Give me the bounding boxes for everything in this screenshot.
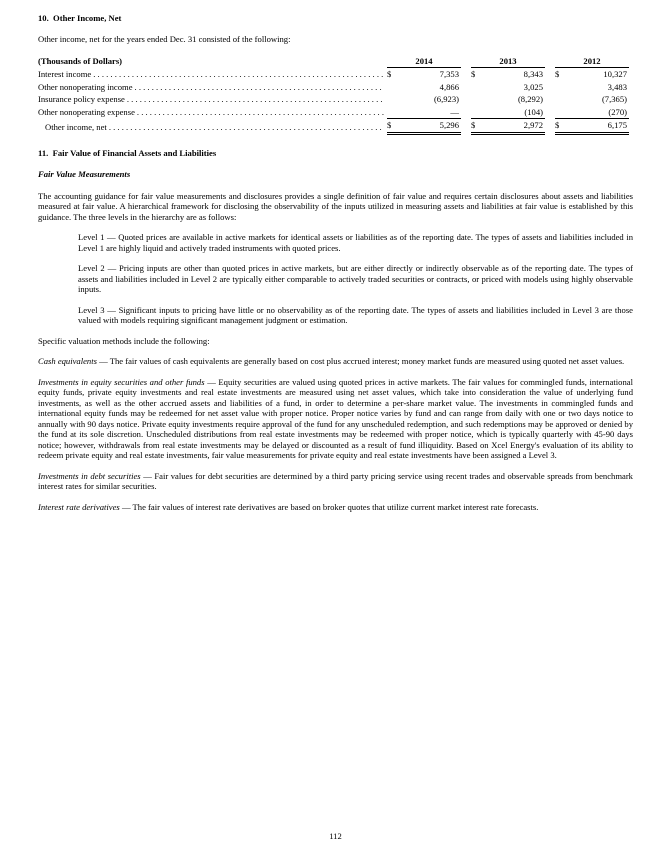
column-gap <box>545 93 555 105</box>
dollar-sign-empty <box>471 93 485 105</box>
interest-rate-derivatives-paragraph <box>38 502 633 512</box>
cell-value: (7,365) <box>601 94 627 105</box>
cell-value: 3,483 <box>607 81 627 92</box>
dollar-sign: $ <box>555 69 560 80</box>
table-row <box>38 81 629 93</box>
cell-value: 3,025 <box>523 81 543 92</box>
table-row <box>38 106 629 119</box>
column-gap <box>461 119 471 133</box>
dollar-sign: $ <box>471 69 476 80</box>
other-income-table <box>38 55 629 135</box>
table-row <box>38 68 629 81</box>
row-label: Insurance policy expense <box>38 94 125 105</box>
column-gap <box>461 55 471 68</box>
column-gap <box>461 93 471 105</box>
column-gap <box>545 81 555 93</box>
dot-leader <box>93 69 384 79</box>
dollar-sign: $ <box>555 119 569 133</box>
cash-equivalents-text: — The fair values of cash equivalents are generally based on cost plus accrued interest; money market funds are measured using quoted net asset values. <box>99 356 625 367</box>
equity-securities-lead: Investments in equity securities and other funds <box>38 376 205 387</box>
page-number: 112 <box>329 830 342 841</box>
section-11-heading: 11. Fair Value of Financial Assets and Liabilities <box>38 147 217 158</box>
fair-value-measurements-subheading: Fair Value Measurements <box>38 169 131 180</box>
dollar-sign: $ <box>387 69 392 80</box>
cash-equivalents-paragraph <box>38 356 633 366</box>
cell-value: 10,327 <box>603 69 627 80</box>
interest-rate-derivatives-text: — The fair values of interest rate derivatives are based on broker quotes that utilize current market interest rate forecasts. <box>121 501 539 512</box>
level-2-paragraph: Level 2 — Pricing inputs are other than quoted prices in active markets, but are either directly or indirectly observable as of the reporting date. The types of assets and liabilities included in Level 2 are typically either comparable to actively traded securities or contracts, or priced with models using highly observable inputs. <box>78 263 633 295</box>
cell-value: 4,866 <box>439 81 459 92</box>
level-1-paragraph: Level 1 — Quoted prices are available in active markets for identical assets or liabilities as of the reporting date. The types of assets and liabilities included in Level 1 are highly liquid and actively traded instruments with quoted prices. <box>78 232 633 253</box>
dot-leader <box>127 94 384 104</box>
cash-equivalents-lead: Cash equivalents <box>38 356 97 367</box>
dollar-sign-empty <box>471 81 485 93</box>
column-gap <box>545 119 555 133</box>
column-gap <box>461 68 471 81</box>
dollar-sign-empty <box>555 81 569 93</box>
section-10-intro: Other income, net for the years ended Dec. 31 consisted of the following: <box>38 34 291 45</box>
total-value: 5,296 <box>401 119 461 133</box>
year-header-2014: 2014 <box>387 55 461 68</box>
debt-securities-text: — Fair values for debt securities are determined by a third party pricing service using recent trades and observable spreads from benchmark interest rates for similar securities. <box>38 470 633 492</box>
dollar-sign-empty <box>387 81 401 93</box>
row-label: Other nonoperating income <box>38 81 133 92</box>
cell-value: — <box>401 106 461 119</box>
fair-value-intro-paragraph: The accounting guidance for fair value measurements and disclosures provides a single definition of fair value and requires certain disclosures about assets and liabilities measured at fair value. A hierarchical framework for disclosing the observability of the inputs utilized in measuring assets and liabilities at fair value is established by this guidance. The three levels in the hierarchy are as follows: <box>38 190 633 222</box>
dollar-sign-empty <box>387 93 401 105</box>
year-header-2012: 2012 <box>555 55 629 68</box>
cell-value: 8,343 <box>523 69 543 80</box>
section-10-heading: 10. Other Income, Net <box>38 13 122 23</box>
dollar-sign: $ <box>387 119 401 133</box>
cell-value: 7,353 <box>439 69 459 80</box>
total-value: 2,972 <box>485 119 545 133</box>
dot-leader <box>137 107 384 117</box>
dollar-sign-empty <box>471 106 485 119</box>
dot-leader <box>135 82 384 92</box>
interest-rate-derivatives-lead: Interest rate derivatives <box>38 501 120 512</box>
cell-value: (104) <box>485 106 545 119</box>
level-3-paragraph: Level 3 — Significant inputs to pricing have little or no observability as of the reporting date. The types of assets and liabilities included in Level 3 are those valued with models requiring significant management judgment or estimation. <box>78 304 633 326</box>
cell-value: (6,923) <box>433 94 459 105</box>
column-gap <box>461 81 471 93</box>
table-total-row <box>38 119 629 133</box>
equity-securities-text: — Equity securities are valued using quoted prices in active markets. The fair values for commingled funds, international equity funds, private equity investments and real estate investments are measured using net asset values, which take into consideration the value of underlying fund investments, as well as the other accrued assets and liabilities of a fund, in order to determine a per-share market value. The investments in commingled funds and international equity funds may be redeemed for net asset value with proper notice. Proper notice varies by fund and can range from daily with one or two days notice to annually with 90 days notice. Private equity investments require approval of the fund for any unscheduled redemption, and such redemptions may be approved or denied by the fund at its sole discretion. Unscheduled distributions from real estate investments may be redeemed with proper notice, which is typically quarterly with 45-90 days notice; however, withdrawals from real estate investments may be delayed or discounted as a result of fund illiquidity. Based on Xcel Energy's evaluation of its ability to redeem private equity and real estate investments, fair value measurements for private equity and real estate investments have been assigned a Level 3. <box>38 376 633 461</box>
table-label-header: (Thousands of Dollars) <box>38 56 123 67</box>
row-label: Interest income <box>38 69 92 80</box>
dollar-sign: $ <box>471 119 485 133</box>
column-gap <box>545 106 555 119</box>
equity-securities-paragraph <box>38 377 633 461</box>
dot-leader <box>109 122 384 132</box>
year-header-2013: 2013 <box>471 55 545 68</box>
column-gap <box>461 106 471 119</box>
dollar-sign-empty <box>555 106 569 119</box>
dollar-sign-empty <box>555 93 569 105</box>
row-label: Other nonoperating expense <box>38 107 135 118</box>
table-row <box>38 93 629 105</box>
cell-value: (8,292) <box>517 94 543 105</box>
dollar-sign-empty <box>387 106 401 119</box>
debt-securities-paragraph <box>38 471 633 492</box>
debt-securities-lead: Investments in debt securities <box>38 470 141 481</box>
table-header-row <box>38 55 629 68</box>
total-row-label: Other income, net <box>45 121 107 132</box>
total-value: 6,175 <box>569 119 629 133</box>
column-gap <box>545 68 555 81</box>
column-gap <box>545 55 555 68</box>
valuation-methods-intro: Specific valuation methods include the following: <box>38 335 210 346</box>
cell-value: (270) <box>569 106 629 119</box>
